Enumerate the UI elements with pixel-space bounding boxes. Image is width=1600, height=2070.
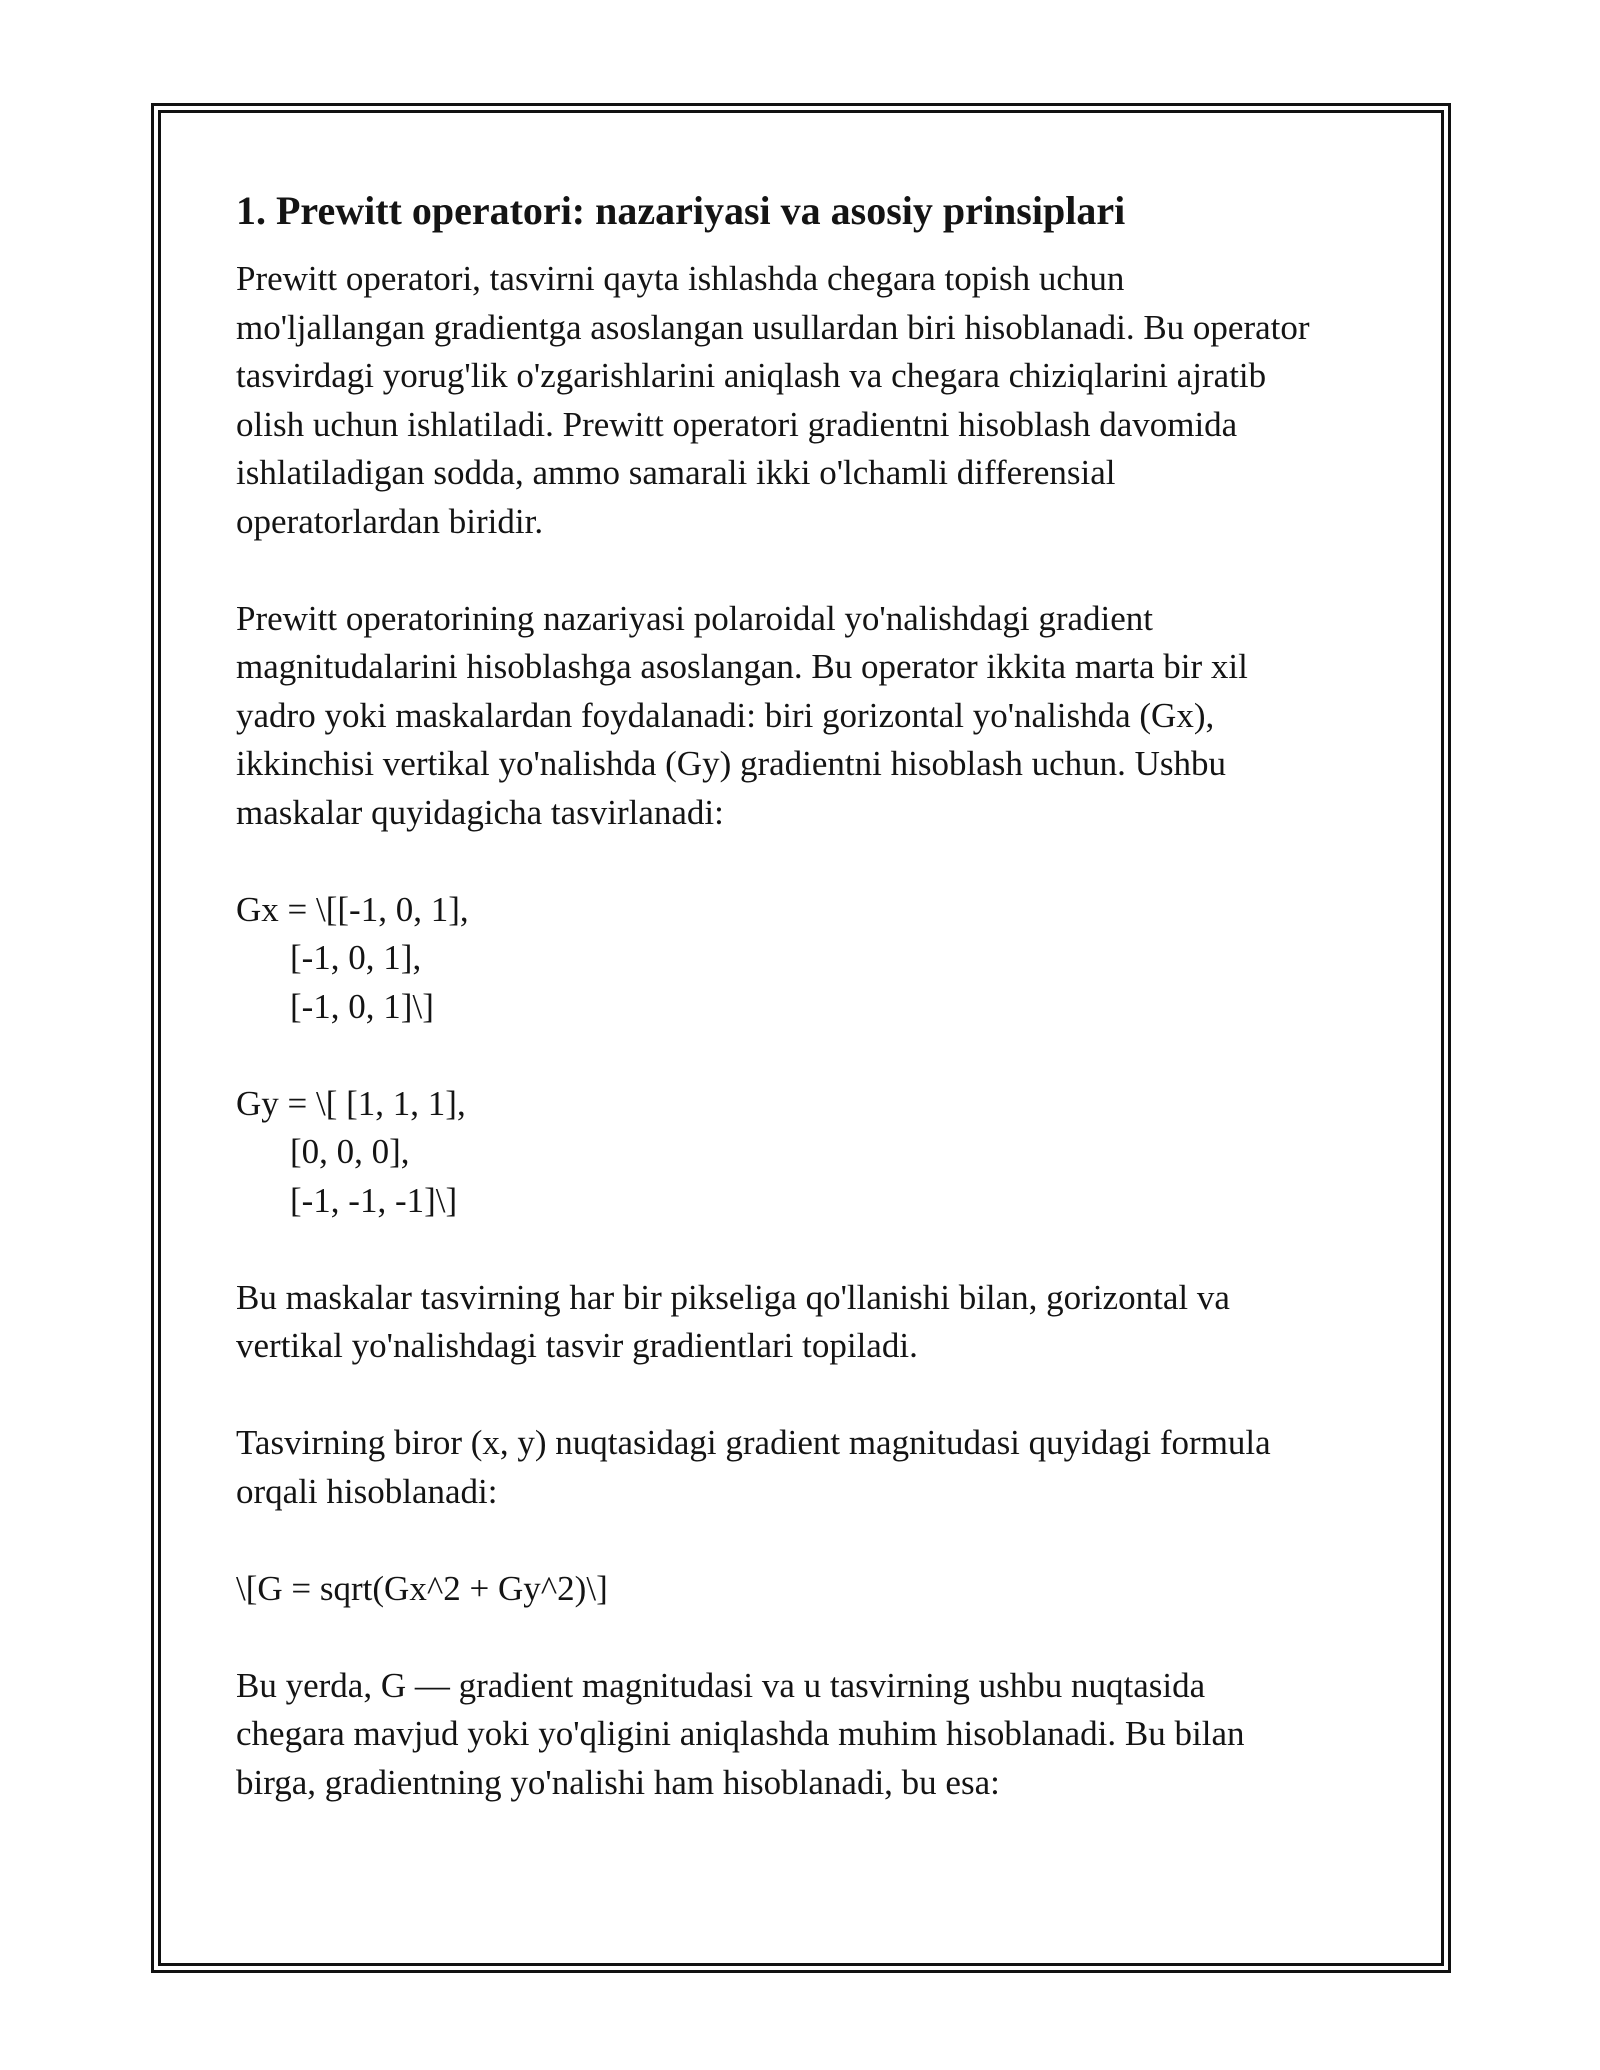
spacer — [236, 1371, 1386, 1420]
gx-matrix-row-2: [-1, 0, 1], — [290, 938, 422, 977]
paragraph-direction: Bu yerda, G — gradient magnitudasi va u tasvirning ushbu nuqtasida chegara mavjud yoki yo'qligini aniqlashda muhim hisoblanadi. Bu bilan birga, gradientning yo'nalishi ham hisoblanadi, bu esa: — [236, 1665, 1245, 1802]
magnitude-formula: \[G = sqrt(Gx^2 + Gy^2)\] — [236, 1568, 608, 1608]
paragraph-mask-application: Bu maskalar tasvirning har bir pikseliga qo'llanishi bilan, gorizontal va vertikal yo'nalishdagi tasvir gradientlari topiladi. — [236, 1277, 1230, 1365]
paragraph-intro: Prewitt operatori, tasvirni qayta ishlashda chegara topish uchun mo'ljallangan gradientga asoslangan usullardan biri hisoblanadi. Bu operator tasvirdagi yorug'lik o'zgarishlarini aniqlash va chegara chiziqlarini ajratib olish uchun ishlatiladi. Prewitt operatori gradientni hisoblash davomida ishlatiladigan sodda, ammo samarali ikki o'lchamli differensial operatorlardan biridir. — [236, 259, 1310, 541]
gx-matrix — [236, 886, 1386, 1032]
spacer — [236, 1225, 1386, 1274]
spacer — [236, 1031, 1386, 1080]
paragraph-magnitude: Tasvirning biror (x, y) nuqtasidagi gradient magnitudasi quyidagi formula orqali hisoblanadi: — [236, 1423, 1271, 1511]
gx-matrix-row-3: [-1, 0, 1]\] — [290, 986, 434, 1026]
spacer — [236, 546, 1386, 595]
gy-matrix — [236, 1080, 1386, 1226]
spacer — [236, 1613, 1386, 1662]
gy-matrix-row-1: Gy = \[ [1, 1, 1], — [236, 1083, 466, 1123]
section-heading: 1. Prewitt operatori: nazariyasi va asosiy prinsiplari — [236, 188, 1126, 233]
gx-matrix-row-1: Gx = \[[-1, 0, 1], — [236, 889, 469, 929]
document-body — [236, 185, 1386, 1807]
gy-matrix-row-2: [0, 0, 0], — [290, 1132, 410, 1171]
paragraph-theory: Prewitt operatorining nazariyasi polaroidal yo'nalishdagi gradient magnitudalarini hisoblashga asoslangan. Bu operator ikkita marta bir xil yadro yoki maskalardan foydalanadi: biri gorizontal yo'nalishda (Gx), ikkinchisi vertikal yo'nalishda (Gy) gradientni hisoblash uchun. Ushbu maskalar quyidagicha tasvirlanadi: — [236, 598, 1248, 832]
spacer — [236, 1516, 1386, 1565]
spacer — [236, 837, 1386, 886]
gy-matrix-row-3: [-1, -1, -1]\] — [290, 1180, 458, 1220]
